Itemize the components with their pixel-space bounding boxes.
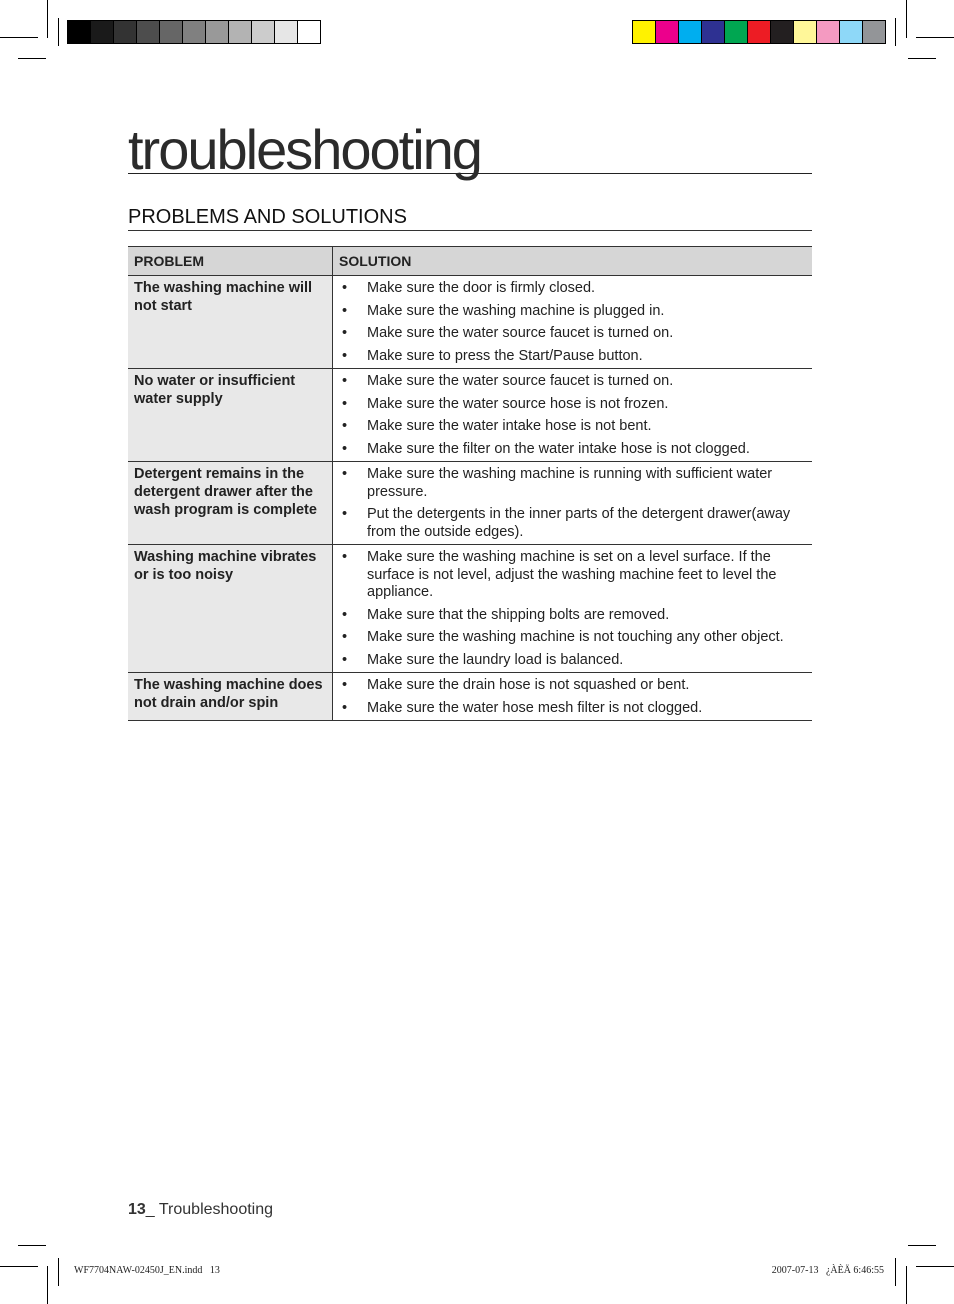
color-swatch (252, 21, 275, 43)
problem-cell: The washing machine does not drain and/or spin (128, 673, 333, 721)
crop-mark (58, 18, 59, 46)
solution-list (339, 373, 806, 458)
list-item (339, 466, 806, 501)
list-item (339, 325, 806, 343)
bullet-icon: • (342, 506, 348, 522)
problem-cell: No water or insufficient water supply (128, 369, 333, 462)
color-swatch (840, 21, 863, 43)
crop-mark (906, 1266, 907, 1304)
list-item (339, 418, 806, 436)
problems-table (128, 246, 812, 721)
crop-mark (908, 58, 936, 59)
color-swatch (679, 21, 702, 43)
list-item (339, 303, 806, 321)
list-item (339, 348, 806, 366)
list-item (339, 280, 806, 298)
crop-mark (895, 18, 896, 46)
solution-list (339, 549, 806, 669)
color-swatch (656, 21, 679, 43)
color-swatch (725, 21, 748, 43)
bullet-icon: • (342, 347, 348, 364)
color-swatch (229, 21, 252, 43)
solution-cell (333, 673, 813, 721)
list-item (339, 629, 806, 647)
solution-text: Make sure the drain hose is not squashed or bent. (367, 677, 690, 693)
solution-cell (333, 369, 813, 462)
bullet-icon: • (342, 395, 348, 412)
table-row (128, 673, 812, 721)
bullet-icon: • (342, 302, 348, 319)
bullet-icon: • (342, 651, 348, 668)
solution-cell (333, 462, 813, 545)
page-number: 13 (128, 1201, 146, 1218)
list-item (339, 396, 806, 414)
solution-text: Make sure the laundry load is balanced. (367, 651, 624, 668)
solution-cell (333, 276, 813, 369)
color-swatch (68, 21, 91, 43)
crop-mark (895, 1258, 896, 1286)
solution-text: Make sure the filter on the water intake hose is not clogged. (367, 440, 750, 457)
list-item (339, 441, 806, 459)
bullet-icon: • (342, 549, 348, 565)
crop-mark (18, 58, 46, 59)
solution-text: Make sure the washing machine is not touching any other object. (367, 629, 784, 645)
solution-list (339, 677, 806, 717)
page-title: troubleshooting (128, 118, 481, 181)
color-swatch (633, 21, 656, 43)
list-item (339, 677, 806, 695)
solution-list (339, 280, 806, 365)
table-header-row (128, 247, 812, 276)
slug-left: WF7704NAW-02450J_EN.indd 13 (74, 1265, 220, 1276)
color-swatch (298, 21, 320, 43)
crop-mark (47, 1266, 48, 1304)
list-item (339, 549, 806, 602)
crop-mark (0, 1266, 38, 1267)
slug-right: 2007-07-13 ¿ÀÈÄ 6:46:55 (771, 1265, 884, 1276)
bullet-icon: • (342, 606, 348, 623)
section-title: PROBLEMS AND SOLUTIONS (128, 205, 812, 231)
solution-text: Make sure to press the Start/Pause button. (367, 347, 643, 364)
color-swatch (702, 21, 725, 43)
bullet-icon: • (342, 466, 348, 482)
list-item (339, 652, 806, 670)
list-item (339, 373, 806, 391)
crop-mark (916, 1266, 954, 1267)
table-row (128, 276, 812, 369)
color-swatch (771, 21, 794, 43)
color-swatch (817, 21, 840, 43)
problem-cell: The washing machine will not start (128, 276, 333, 369)
solution-text: Make sure the water source faucet is turned on. (367, 325, 674, 341)
crop-mark (908, 1245, 936, 1246)
list-item (339, 700, 806, 718)
header-solution: SOLUTION (333, 247, 813, 276)
page-footer (128, 1201, 273, 1219)
bullet-icon: • (342, 280, 348, 296)
crop-mark (47, 0, 48, 38)
solution-text: Make sure the water hose mesh filter is not clogged. (367, 699, 703, 716)
crop-mark (906, 0, 907, 38)
problem-cell: Detergent remains in the detergent drawer after the wash program is complete (128, 462, 333, 545)
grayscale-color-bar (67, 20, 321, 44)
crop-mark (18, 1245, 46, 1246)
bullet-icon: • (342, 440, 348, 457)
bullet-icon: • (342, 699, 348, 716)
solution-cell (333, 545, 813, 673)
process-color-bar (632, 20, 886, 44)
solution-text: Make sure the washing machine is running with sufficient water pressure. (367, 466, 773, 500)
color-swatch (748, 21, 771, 43)
table-row (128, 545, 812, 673)
table-row (128, 462, 812, 545)
bullet-icon: • (342, 629, 348, 645)
color-swatch (183, 21, 206, 43)
bullet-icon: • (342, 325, 348, 341)
crop-mark (58, 1258, 59, 1286)
color-swatch (160, 21, 183, 43)
list-item (339, 607, 806, 625)
solution-text: Make sure the water source faucet is turned on. (367, 373, 674, 389)
color-swatch (206, 21, 229, 43)
solution-text: Make sure the water source hose is not frozen. (367, 395, 669, 412)
problem-cell: Washing machine vibrates or is too noisy (128, 545, 333, 673)
solution-text: Make sure the washing machine is plugged in. (367, 302, 665, 319)
bullet-icon: • (342, 373, 348, 389)
footer-label: Troubleshooting (158, 1201, 274, 1218)
solution-text: Make sure the water intake hose is not bent. (367, 418, 652, 434)
header-problem: PROBLEM (128, 247, 333, 276)
crop-mark (0, 37, 38, 38)
footer-separator: _ (145, 1201, 159, 1218)
color-swatch (114, 21, 137, 43)
solution-list (339, 466, 806, 541)
list-item (339, 506, 806, 541)
color-swatch (137, 21, 160, 43)
solution-text: Put the detergents in the inner parts of the detergent drawer(away from the outside edges). (367, 506, 791, 540)
solution-text: Make sure the door is firmly closed. (367, 280, 596, 296)
crop-mark (916, 37, 954, 38)
solution-text: Make sure the washing machine is set on a level surface. If the surface is not level, adjust the washing machine feet to level the appliance. (367, 549, 777, 600)
table-row (128, 369, 812, 462)
color-swatch (863, 21, 885, 43)
color-swatch (275, 21, 298, 43)
bullet-icon: • (342, 418, 348, 434)
bullet-icon: • (342, 677, 348, 693)
color-swatch (794, 21, 817, 43)
solution-text: Make sure that the shipping bolts are removed. (367, 606, 670, 623)
color-swatch (91, 21, 114, 43)
page-title-rule (128, 118, 812, 181)
